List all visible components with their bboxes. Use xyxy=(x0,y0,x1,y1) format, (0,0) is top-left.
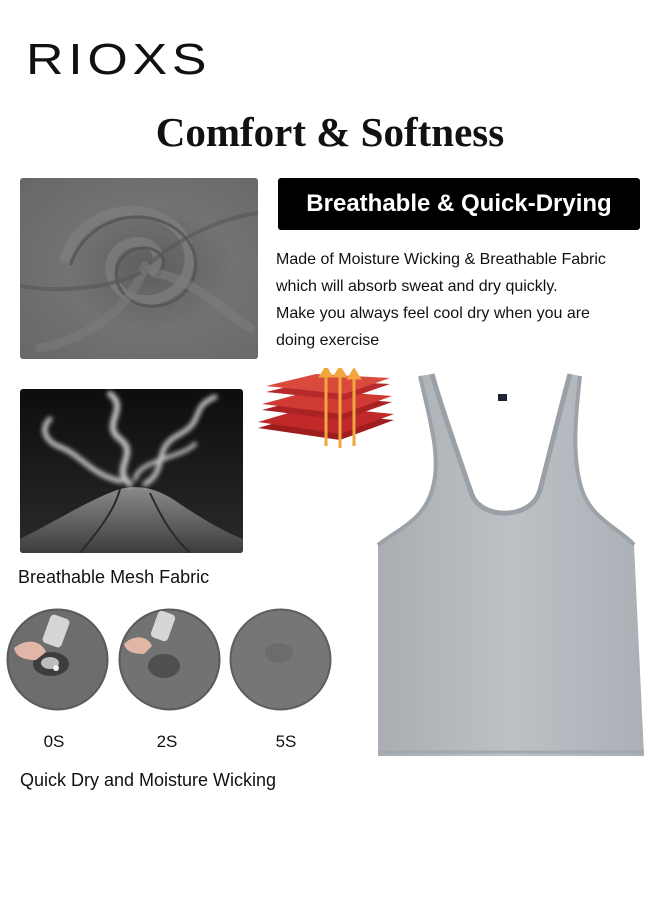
brand-logo: RIOXS xyxy=(26,35,212,84)
feature-description xyxy=(276,246,648,354)
description-line: Make you always feel cool dry when you are xyxy=(276,305,590,322)
drying-time-label: 2S xyxy=(156,732,178,751)
description-line: doing exercise xyxy=(276,332,380,349)
feature-badge: Breathable & Quick-Drying xyxy=(278,178,640,230)
steam-fabric-image xyxy=(20,389,243,553)
drying-time-label: 0S xyxy=(43,732,65,751)
description-line: Made of Moisture Wicking & Breathable Fabric xyxy=(276,251,606,268)
drying-circle-0s xyxy=(6,608,109,711)
quick-dry-caption: Quick Dry and Moisture Wicking xyxy=(20,770,277,790)
drying-time-label: 5S xyxy=(275,732,297,751)
page-title: Comfort & Softness xyxy=(155,109,505,155)
fabric-swirl-image xyxy=(20,178,258,359)
mesh-fabric-caption: Breathable Mesh Fabric xyxy=(18,567,210,587)
description-line: which will absorb sweat and dry quickly. xyxy=(276,278,558,295)
tank-top-image xyxy=(372,370,644,758)
drying-circle-5s xyxy=(229,608,332,711)
drying-circle-2s xyxy=(118,608,221,711)
